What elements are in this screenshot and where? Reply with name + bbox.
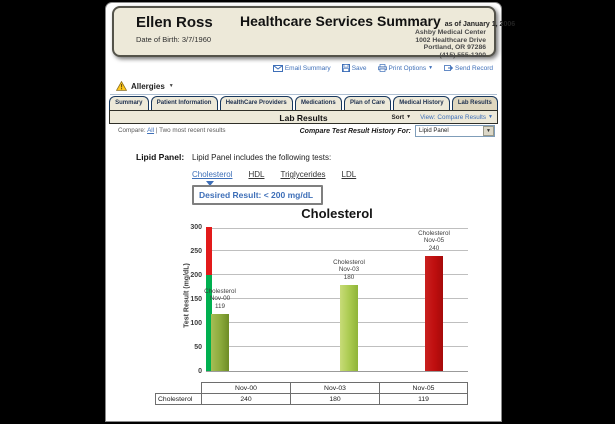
- chevron-down-icon: ▼: [488, 114, 493, 120]
- y-tick-label: 200: [190, 272, 202, 279]
- dropdown-arrow-icon[interactable]: ▼: [483, 126, 494, 136]
- allergies-toggle[interactable]: [116, 81, 174, 91]
- chart-title: Cholesterol: [301, 206, 373, 221]
- compare-label: Compare:: [118, 127, 146, 134]
- patient-header: [112, 6, 516, 59]
- chevron-down-icon: ▼: [406, 114, 412, 120]
- page-title: [240, 13, 515, 29]
- save-button[interactable]: [342, 64, 367, 72]
- allergies-label: Allergies: [131, 81, 165, 91]
- bar-Nov-05[interactable]: [425, 256, 443, 371]
- y-tick-label: 250: [190, 248, 202, 255]
- view-value: Compare Results: [437, 114, 487, 121]
- send-record-button[interactable]: [444, 64, 493, 72]
- bar-Nov-03[interactable]: [340, 285, 358, 371]
- printer-icon: [378, 64, 387, 72]
- y-tick-label: 100: [190, 320, 202, 327]
- table-value-Nov-00: 240: [201, 393, 291, 405]
- history-label: Compare Test Result History For:: [299, 127, 411, 135]
- bar-controls: [392, 114, 493, 121]
- dropdown-selected-value: Lipid Panel: [419, 128, 449, 134]
- chevron-down-icon: ▼: [428, 64, 434, 71]
- page-title-text: Healthcare Services Summary: [240, 13, 441, 29]
- test-link-ldl[interactable]: LDL: [341, 170, 357, 179]
- bar-label-Nov-03: Cholesterol Nov-03 180: [333, 258, 365, 281]
- table-header-Nov-00: Nov-00: [201, 382, 291, 394]
- action-toolbar: [273, 64, 493, 72]
- facility-city: Portland, OR 97286: [423, 44, 486, 52]
- tab-bar: [109, 96, 498, 110]
- table-value-Nov-05: 119: [379, 393, 468, 405]
- bar-Nov-00[interactable]: [211, 314, 229, 371]
- print-options-button[interactable]: [378, 64, 434, 72]
- facility-address: [415, 29, 486, 59]
- desired-result-box: Desired Result: < 200 mg/dL: [192, 185, 323, 205]
- table-header-Nov-05: Nov-05: [379, 382, 468, 394]
- chevron-down-icon: ▼: [168, 82, 174, 89]
- tab-medical-history[interactable]: Medical History: [393, 96, 450, 110]
- section-title: Lab Results: [279, 113, 328, 123]
- bar-label-Nov-00: Cholesterol Nov-00 119: [204, 287, 236, 311]
- tab-patient-information[interactable]: Patient Information: [151, 96, 218, 110]
- test-link-hdl[interactable]: HDL: [248, 170, 265, 179]
- warning-icon: [116, 81, 127, 91]
- test-link-cholesterol[interactable]: Cholesterol: [192, 170, 233, 179]
- divider: |: [155, 127, 158, 134]
- compare-all-link[interactable]: All: [147, 127, 155, 134]
- y-axis-title: Test Result (mg/dL): [183, 263, 191, 328]
- bar-label-Nov-05: Cholesterol Nov-05 240: [418, 229, 450, 252]
- table-row-label: Cholesterol: [155, 393, 202, 405]
- facility-street: 1002 Healthcare Drive: [415, 36, 486, 44]
- date-of-birth: Date of Birth: 3/7/1960: [136, 35, 212, 44]
- y-tick-label: 50: [194, 344, 202, 351]
- facility-name: Ashby Medical Center: [414, 29, 486, 36]
- chart-data-table: [156, 383, 468, 405]
- as-of-date: as of January 1, 2006: [444, 21, 516, 28]
- facility-phone: (415) 555-1200: [439, 51, 486, 59]
- lab-results-header-bar: [109, 110, 498, 124]
- cholesterol-chart: [106, 206, 503, 413]
- table-header-Nov-03: Nov-03: [290, 382, 380, 394]
- tab-lab-results[interactable]: Lab Results: [452, 96, 498, 110]
- email-icon: [273, 65, 283, 72]
- lipid-panel-description: Lipid Panel includes the following tests:: [192, 153, 332, 162]
- y-tick-label: 150: [190, 296, 202, 303]
- send-record-icon: [444, 64, 453, 72]
- compare-options: [118, 127, 226, 134]
- axis-band-high: [206, 227, 212, 275]
- save-label: Save: [351, 64, 367, 72]
- history-selector: [300, 125, 495, 137]
- lipid-panel-label: Lipid Panel:: [136, 152, 185, 162]
- print-options-label: Print Options: [388, 64, 427, 72]
- test-link-triglycerides[interactable]: Triglycerides: [280, 170, 326, 179]
- view-label: View:: [420, 114, 436, 121]
- summary-page: [105, 2, 516, 422]
- test-links: [192, 170, 356, 179]
- save-icon: [342, 64, 350, 72]
- sort-menu[interactable]: [392, 114, 412, 121]
- email-summary-button[interactable]: [273, 65, 331, 72]
- send-record-label: Send Record: [455, 64, 493, 72]
- compare-recent-label: Two most recent results: [159, 127, 226, 134]
- table-value-Nov-03: 180: [290, 393, 380, 405]
- test-history-dropdown[interactable]: [415, 125, 495, 137]
- sort-label: Sort: [391, 114, 405, 121]
- view-menu[interactable]: [420, 114, 493, 121]
- divider: [110, 94, 497, 95]
- email-summary-label: Email Summary: [284, 64, 331, 72]
- patient-name: Ellen Ross: [136, 14, 213, 31]
- tab-summary[interactable]: Summary: [109, 96, 149, 110]
- tab-plan-of-care[interactable]: Plan of Care: [344, 96, 391, 110]
- y-tick-label: 300: [190, 224, 202, 231]
- tab-medications[interactable]: Medications: [295, 96, 342, 110]
- y-tick-label: 0: [198, 368, 202, 375]
- tab-healthcare-providers[interactable]: HealthCare Providers: [220, 96, 293, 110]
